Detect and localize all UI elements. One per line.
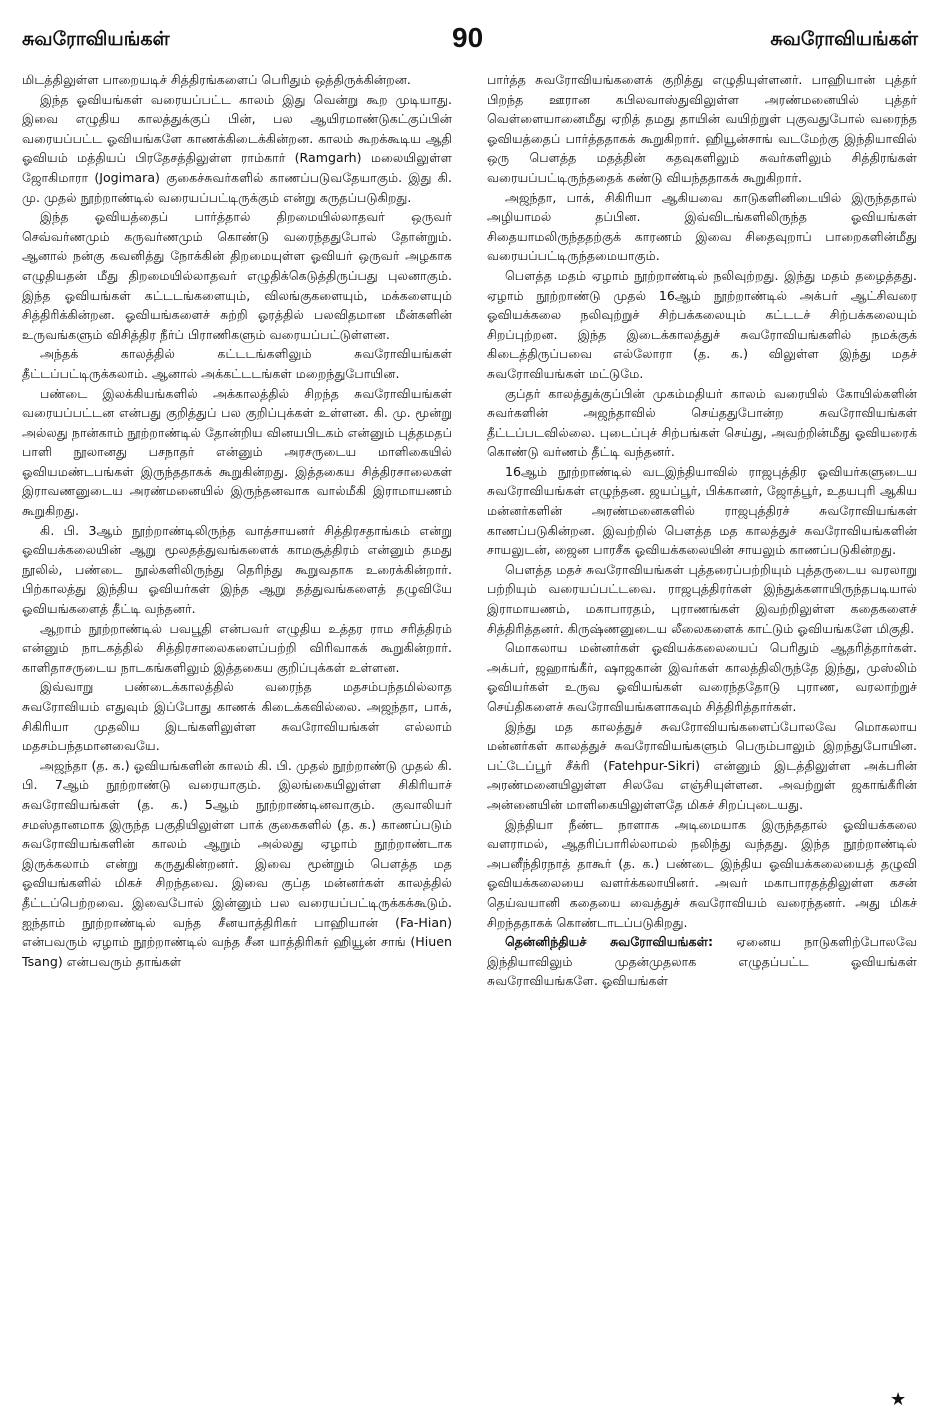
paragraph: அஜந்தா (த. க.) ஓவியங்களின் காலம் கி. பி. முதல் நூற்றாண்டு முதல் கி. பி. 7ஆம் நூற்றாண்டு வரையாகும். இலங்கையிலுள்ள சிகிரியாச் சுவரோவியங்கள் (த. க.) 5ஆம் நூற்றாண்டினவாகும். குவாலியர் சமஸ்தானமாக இருந்த பகுதியிலுள்ள பாக் குகைகளில் (த. க.) காணப்படும் சுவரோவியங்களின் காலம் ஆறும் அல்லது ஏழாம் நூற்றாண்டாக இருக்கலாம் என்று கருதுகின்றனர். இவை மூன்றும் பௌத்த மத ஓவியங்களில் மிகச் சிறந்தவை. இவை குப்த மன்னர்கள் காலத்தில் தீட்டப்பெற்றவை. இவைபோல் இன்னும் பல வரையப்பட்டிருக்கக்கூடும். ஐந்தாம் நூற்றாண்டில் வந்த சீனயாத்திரிகர் பாஹியான் (Fa-Hian) என்பவரும் ஏழாம் நூற்றாண்டில் வந்த சீன யாத்திரிகர் ஹியூன் சாங் (Hiuen Tsang) என்பவரும் தாங்கள் [22, 757, 452, 969]
star-icon: ★ [890, 1389, 907, 1410]
running-title-left: சுவரோவியங்கள் [22, 28, 170, 50]
paragraph: அஜந்தா, பாக், சிகிரியா ஆகியவை காடுகளினிடையில் இருந்ததால் அழியாமல் தப்பின. இவ்விடங்களிலிருந்த ஓவியங்கள் சிதையாமலிருந்ததற்குக் காரணம் இவை சிதைவுறாப் பாறைகளின்மீது வரையப்பட்டிருந்தமையாகும். [487, 189, 917, 264]
paragraph: பண்டை இலக்கியங்களில் அக்காலத்தில் சிறந்த சுவரோவியங்கள் வரையப்பட்டன என்பது குறித்துப் பல குறிப்புக்கள் உள்ளன. கி. மு. மூன்று அல்லது நான்காம் நூற்றாண்டில் தோன்றிய வினயபிடகம் என்னும் புத்தமதப் பாளி நூலானது பசநாதர் என்னும் அரசருடைய மாளிகையில் ஓவியமண்டபங்கள் இருந்ததாகக் கூறுகின்றது. இத்தகைய சித்திரசாலைகள் இராவணனுடைய அரண்மனையில் இருந்தனவாக வால்மீகி இராமாயணம் கூறுகிறது. [22, 385, 452, 519]
paragraph: குப்தர் காலத்துக்குப்பின் முகம்மதியர் காலம் வரையில் கோயில்களின் சுவர்களின் அஜந்தாவில் செய்ததுபோன்ற சுவரோவியங்கள் தீட்டப்படவில்லை. புடைப்புச் சிற்பங்கள் செய்து, அவற்றின்மீது ஓவியரைக் கொண்டு வர்ணம் தீட்டி வந்தனர். [487, 385, 917, 460]
paragraph: இந்தியா நீண்ட நாளாக அடிமையாக இருந்ததால் ஓவியக்கலை வளராமல், ஆதரிப்பாரில்லாமல் நலிந்து வந்தது. இந்த நூற்றாண்டில் அபனீந்திரநாத் தாகூர் (த. க.) பண்டை இந்திய ஓவியக்கலையைத் தழுவி ஓவியக்கலையை வளர்க்கலாயினர். அவர் மகாபாரதத்திலுள்ள கசன் தெய்வயானி கதையை வைத்துச் சுவரோவியம் வரைந்தனர். அது மிகச் சிறந்ததாகக் கொண்டாடப்படுகிறது. [487, 816, 917, 930]
page-header [22, 22, 918, 62]
paragraph: கி. பி. 3ஆம் நூற்றாண்டிலிருந்த வாத்சாயனர் சித்திரசதாங்கம் என்று ஓவியக்கலையின் ஆறு மூலதத்துவங்களைக் காமசூத்திரம் என்னும் தமது நூலில், பண்டை நூல்களிலிருந்து தெரிந்து கூறுவதாக உரைக்கின்றார். பிற்காலத்து இந்திய ஓவியர்கள் இந்த ஆறு தத்துவங்களைத் தழுவியே ஓவியங்களைத் தீட்டி வந்தனர். [22, 522, 452, 617]
paragraph: மொகலாய மன்னர்கள் ஓவியக்கலையைப் பெரிதும் ஆதரித்தார்கள். அக்பர், ஜஹாங்கீர், ஷாஜகான் இவர்கள் காலத்திலிருந்தே இந்து, முஸ்லிம் ஓவியர்கள் உருவ ஓவியங்கள் வரைந்ததோடு புராண, வரலாற்றுச் செய்திகளைச் சுவரோவியங்களாகவும் சித்திரித்தார்கள். [487, 640, 917, 714]
paragraph: மிடத்திலுள்ள பாறையடிச் சித்திரங்களைப் பெரிதும் ஒத்திருக்கின்றன. [22, 72, 411, 87]
paragraph: இந்த ஓவியங்கள் வரையப்பட்ட காலம் இது வென்று கூற முடியாது. இவை எழுதிய காலத்துக்குப் பின், பல ஆயிரமாண்டுகட்குப்பின் வரையப்பட்ட ஓவியங்களே காணக்கிடைக்கின்றன. காலம் கூறக்கூடிய ஆதி ஓவியம் மத்தியப் பிரதேசத்திலுள்ள ராம்கார் (Ramgarh) மலையிலுள்ள ஜோகிமாரா (Jogimara) குகைச்சுவர்களில் காணப்படுவதேயாகும். இது கி. மு. முதல் நூற்றாண்டில் வரையப்பட்டிருக்கும் என்று கருதப்படுகிறது. [22, 91, 452, 205]
paragraph: பார்த்த சுவரோவியங்களைக் குறித்து எழுதியுள்ளனர். பாஹியான் புத்தர் பிறந்த ஊரான கபிலவாஸ்துவிலுள்ள அரண்மனையில் புத்தர் வெள்ளையானைமீது ஏறித் தமது தாயின் வயிற்றுள் புகுவதுபோல் வரைந்த ஓவியத்தைப் பார்த்ததாகக் கூறுகிறார். ஹியூன்சாங் வடமேற்கு இந்தியாவில் ஒரு பௌத்த மதத்தின் கதவுகளிலும் சுவர்களிலும் சித்திரங்கள் வரையப்பட்டிருந்ததைக் கண்டு வியந்ததாகக் கூறுகிறார். [487, 72, 917, 185]
page-number: 90 [452, 22, 484, 53]
right-column [487, 70, 917, 1345]
paragraph: ஆறாம் நூற்றாண்டில் பவபூதி என்பவர் எழுதிய உத்தர ராம சரித்திரம் என்னும் நாடகத்தில் சித்திரசாலைகளைப்பற்றி விரிவாகக் கூறுகின்றார். காளிதாசருடைய நாடகங்களிலும் இத்தகைய குறிப்புக்கள் உள்ளன. [22, 620, 452, 675]
section-text: ஏனைய நாடுகளிற்போலவே இந்தியாவிலும் முதன்முதலாக எழுதப்பட்ட ஓவியங்கள் சுவரோவியங்களே. ஓவியங்கள் [487, 934, 917, 989]
paragraph: இந்த ஓவியத்தைப் பார்த்தால் திறமையில்லாதவர் ஒருவர் செவ்வர்ணமும் கருவர்ணமும் கொண்டு வரைந்ததுபோல் தோன்றும். ஆனால் நன்கு கவனித்து நோக்கின் திறமையுள்ள ஓவியர் ஒருவர் அழகாக எழுதியதன் மீது திறமையில்லாதவர் எழுதிக்கெடுத்திருப்பது புலனாகும். இந்த ஓவியங்கள் கட்டடங்களையும், விலங்குகளையும், மக்களையும் சித்திரிக்கின்றன. ஓவியங்களைச் சுற்றி ஓரத்தில் பலவிதமான மீன்களின் உருவங்களும் விசித்திர நீர்ப் பிராணிகளும் வரையப்பட்டுள்ளன. [22, 209, 452, 342]
paragraph: 16ஆம் நூற்றாண்டில் வடஇந்தியாவில் ராஜபுத்திர ஓவியர்களுடைய சுவரோவியங்கள் எழுந்தன. ஜயப்பூர், பிக்கானர், ஜோத்பூர், உதயபுரி ஆகிய மன்னர்களின் அரண்மனைகளில் ராஜபுத்திரச் சுவரோவியங்கள் காணப்படுகின்றன. இவற்றில் பௌத்த மத காலத்துச் சுவரோவியங்களின் சாயலுடன், ஜைன பாரசீக ஓவியக்கலையின் சாயலும் காணப்படுகின்றது. [487, 463, 917, 558]
section-paragraph [487, 932, 917, 991]
paragraph: இவ்வாறு பண்டைக்காலத்தில் வரைந்த மதசம்பந்தமில்லாத சுவரோவியம் எதுவும் இப்போது காணக் கிடைக்கவில்லை. அஜந்தா, பாக், சிகிரியா முதலிய இடங்களிலுள்ள சுவரோவியங்கள் எல்லாம் மதசம்பந்தமானவையே. [22, 679, 452, 754]
paragraph: பௌத்த மதச் சுவரோவியங்கள் புத்தரைப்பற்றியும் புத்தருடைய வரலாறு பற்றியும் வரையப்பட்டவை. ராஜபுத்திரர்கள் இந்துக்களாயிருந்தபடியால் இராமாயணம், மகாபாரதம், புராணங்கள் இவற்றிலுள்ள கதைகளைச் சித்திரித்தனர். கிருஷ்ணனுடைய லீலைகளைக் காட்டும் ஓவியங்களே மிகுதி. [487, 561, 917, 636]
paragraph: பௌத்த மதம் ஏழாம் நூற்றாண்டில் நலிவுற்றது. இந்து மதம் தழைத்தது. ஏழாம் நூற்றாண்டு முதல் 16ஆம் நூற்றாண்டில் அக்பர் ஆட்சிவரை ஓவியக்கலை நலிவுற்றுச் சிற்பக்கலையும் கட்டடச் சிற்பக்கலையும் சிறப்புற்றன. இந்த இடைக்காலத்துச் சுவரோவியங்களில் நமக்குக் கிடைத்திருப்பவை எல்லோரா (த. க.) விலுள்ள இந்து மதச் சுவரோவியங்கள் மட்டுமே. [487, 267, 917, 381]
left-column [22, 70, 452, 1345]
paragraph: இந்து மத காலத்துச் சுவரோவியங்களைப்போலவே மொகலாய மன்னர்கள் காலத்துச் சுவரோவியங்களும் பெரும்பாலும் இறந்துபோயின. பட்டேப்பூர் சீக்ரி (Fatehpur-Sikri) என்னும் இடத்திலுள்ள அக்பரின் அரண்மனையிலுள்ள சிலவே எஞ்சியுள்ளன. அவற்றுள் ஜகாங்கீரின் அன்னையின் மாளிகையிலுள்ளதே மிகச் சிறப்புடையது. [487, 718, 917, 812]
paragraph: அந்தக் காலத்தில் கட்டடங்களிலும் சுவரோவியங்கள் தீட்டப்பட்டிருக்கலாம். ஆனால் அக்கட்டடங்கள் மறைந்துபோயின. [22, 346, 452, 381]
running-title-right: சுவரோவியங்கள் [770, 28, 918, 50]
section-heading: தென்னிந்தியச் சுவரோவியங்கள்: [505, 934, 713, 950]
